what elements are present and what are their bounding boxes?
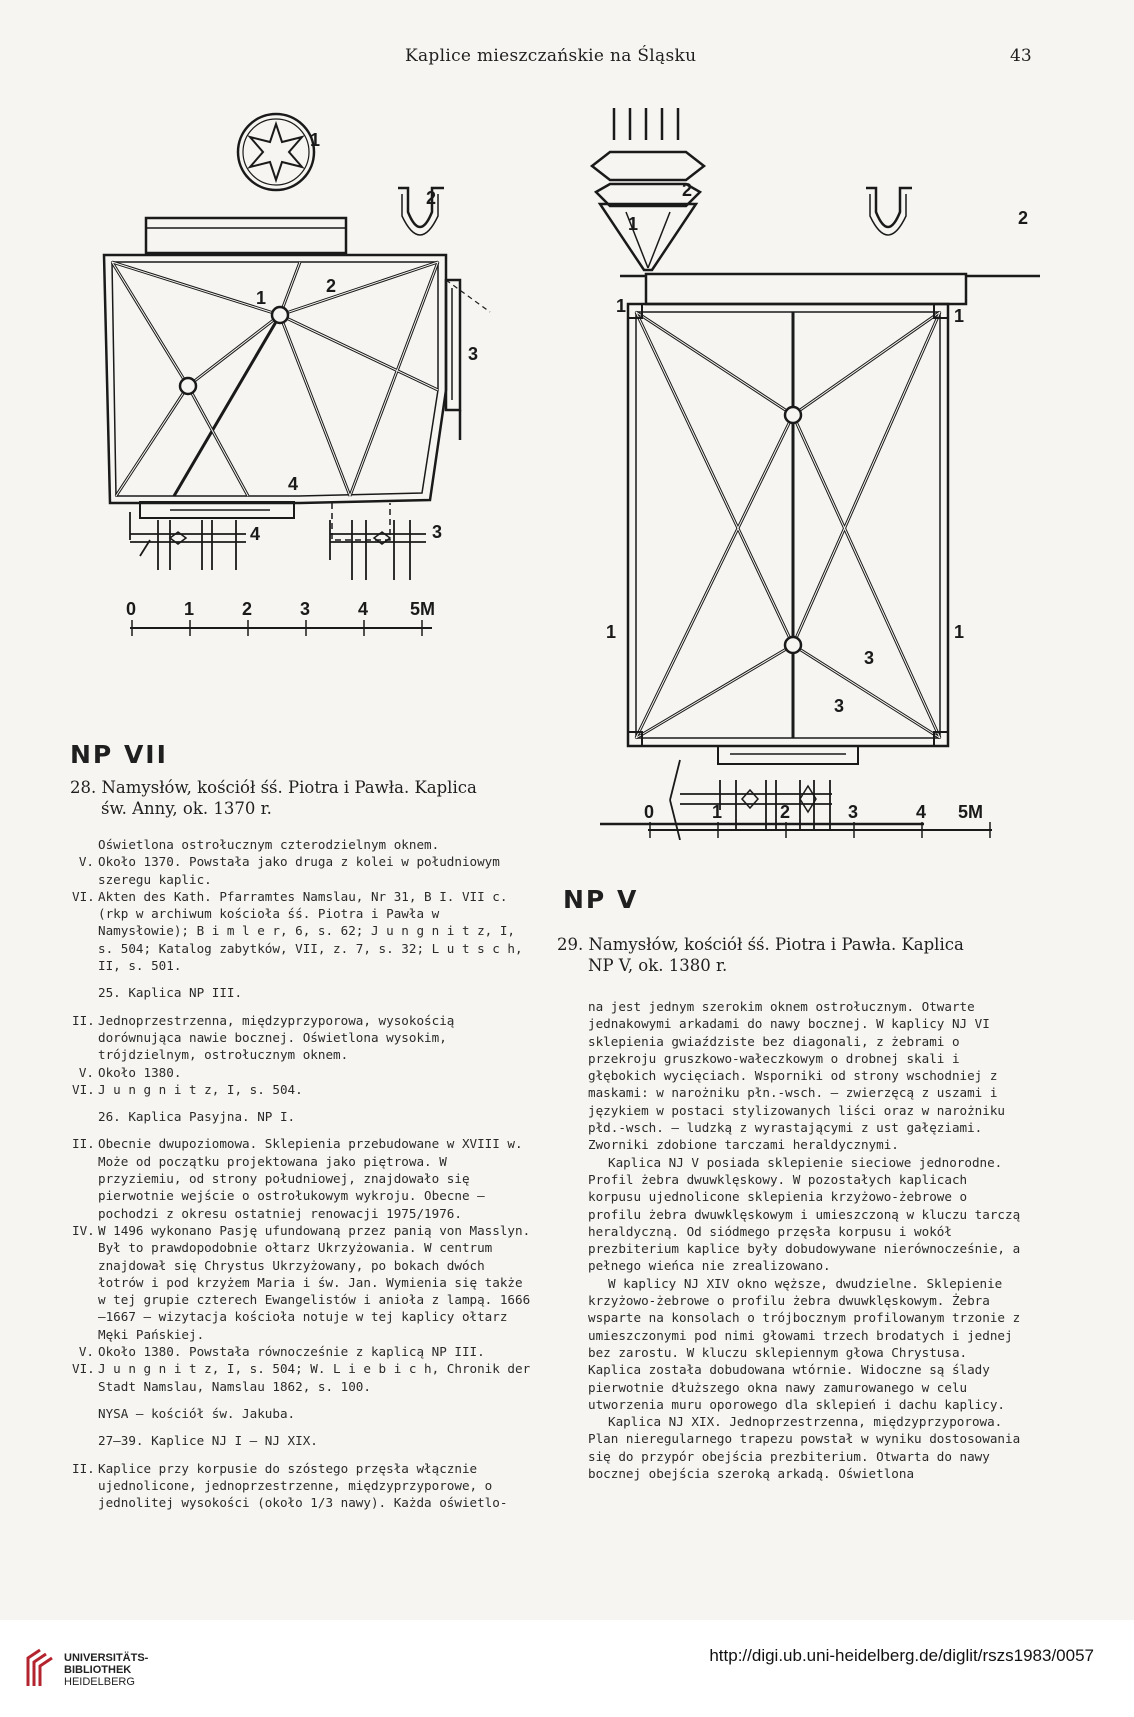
scale-2: 2 — [780, 802, 791, 822]
scale-bar-np-v — [640, 796, 1020, 856]
entry-v: V. Około 1380. Powstała równocześnie z kaplicą NP III. — [78, 1344, 485, 1360]
label-1: 1 — [310, 130, 321, 150]
scale-3: 3 — [848, 802, 859, 822]
label-2b: 2 — [326, 276, 337, 296]
running-header-title: Kaplice mieszczańskie na Śląsku — [405, 46, 697, 66]
caption-line: 29. Namysłów, kościół śś. Piotra i Pawła. Kaplica — [557, 935, 964, 954]
footer-bar — [0, 1620, 1134, 1717]
heading-nysa: NYSA — kościół św. Jakuba. — [98, 1405, 296, 1421]
entry-iv: IV. W 1496 wykonano Pasję ufundowaną przez panią von Masslyn. Był to prawdopodobnie ołtarz Ukrzyżowania. W centrum znajdował się Chrystus Ukrzyżowany, po bokach dwóch łotrów i pod krzyżem Maria i św. Jan. Wymienia się także w tej grupie czterech Ewangelistów i anioła z lampą. 1666—1667 — wizytacja kościoła notuje w tej kaplicy ołtarz Męki Pańskiej. — [72, 1222, 531, 1342]
library-logo-icon — [24, 1646, 58, 1690]
page-number: 43 — [1010, 46, 1032, 66]
plan-tag-np-v: NP V — [563, 885, 639, 914]
label-2b: 2 — [682, 180, 693, 200]
caption-line: św. Anny, ok. 1370 r. — [101, 799, 272, 818]
entry-v: V. Około 1370. Powstała jako druga z kolei w południowym szeregu kaplic. — [78, 854, 500, 887]
floor-plan-np-v — [570, 100, 1050, 840]
label-corner-2: 1 — [954, 306, 965, 326]
caption-figure-29 — [557, 934, 1057, 976]
label-4b: 4 — [250, 524, 261, 544]
scale-0: 0 — [126, 599, 137, 619]
scale-2: 2 — [242, 599, 253, 619]
label-corner-1: 1 — [616, 296, 627, 316]
rosette-star-icon — [238, 114, 314, 190]
entry-ii: II. Obecnie dwupoziomowa. Sklepienia przebudowane w XVIII w. Może od początku projektowana jako piętrowa. W przyziemiu, od strony południowej, znajdowało się pierwotnie wejście o ostrołukowym wykroju. Obecne — pochodzi z okresu ostatniej renowacji 1975/1976. — [72, 1136, 523, 1221]
left-text-column — [72, 836, 534, 1511]
library-name: UNIVERSITÄTS- BIBLIOTHEK HEIDELBERG — [64, 1652, 149, 1688]
label-3b: 3 — [432, 522, 443, 542]
entry-vi: VI. J u n g n i t z, I, s. 504; W. L i e b i c h, Chronik der Stadt Namslau, Namslau 1862, s. 100. — [72, 1361, 531, 1394]
entry-vi: VI. J u n g n i t z, I, s. 504. — [72, 1081, 303, 1097]
entry-ii: II. Jednoprzestrzenna, międzyprzyporowa, wysokością dorównująca nawie bocznej. Oświetlona wysokim, trójdzielnym, ostrołucznym oknem. — [72, 1012, 455, 1063]
label-1: 1 — [628, 214, 639, 234]
entry-v: V. Około 1380. — [78, 1064, 182, 1080]
caption-line: 28. Namysłów, kościół śś. Piotra i Pawła. Kaplica — [70, 778, 477, 797]
scale-1: 1 — [184, 599, 195, 619]
paragraph: na jest jednym szerokim oknem ostrołucznym. Otwarte jednakowymi arkadami do nawy bocznej. W kaplicy NJ VI sklepienia gwiaździste bez diagonali, z żebrami o przekroju gruszkowo-wałeczkowym o drobnej skali i głębokich wycięciach. Wsporniki od strony wschodniej z maskami: w narożniku płn.-wsch. — zwierzęcą z uszami i językiem w postaci stylizowanych liści oraz w narożniku płd.-wsch. — ludzką z wyrastającymi z ust gałęziami. Zworniki zdobione tarczami heraldycznymi. — [588, 999, 1006, 1153]
scale-5m: 5M — [410, 599, 436, 619]
paragraph: Kaplica NJ V posiada sklepienie sieciowe jednorodne. Profil żebra dwuwklęskowy. W pozostałych kaplicach korpusu ujednolicone sklepienia krzyżowo-żebrowe o profilu żebra dwuwklęskowym i umieszczoną w kluczu tarczą heraldyczną. Od siódmego przęsła korpusu i wokół prezbiterium kaplice były dobudowywane nierównocześnie, a pełnego wieńca nie zrealizowano. — [588, 1154, 1021, 1274]
source-url-link[interactable]: http://digi.ub.uni-heidelberg.de/diglit/rszs1983/0057 — [709, 1646, 1094, 1665]
paragraph: Kaplica NJ XIX. Jednoprzestrzenna, międzyprzyporowa. Plan nieregularnego trapezu powstał w wyniku dostosowania się do przypór obejścia prezbiterium. Otwarta do nawy bocznej obejścia szeroką arkadą. Oświetlona — [588, 1414, 1021, 1482]
scale-0: 0 — [644, 802, 655, 822]
heading-27-39: 27—39. Kaplice NJ I — NJ XIX. — [98, 1433, 318, 1449]
heading-25: 25. Kaplica NP III. — [98, 985, 243, 1001]
label-2: 2 — [426, 188, 437, 208]
label-1b: 1 — [256, 288, 267, 308]
entry-vi: VI. Akten des Kath. Pfarramtes Namslau, Nr 31, B I. VII c. (rkp w archiwum kościoła śś. Piotra i Pawła w Namysłowie); B i m l e r, 6, s. 62; J u n g n i t z, I, s. 504; Katalog zabytków, VII, z. 7, s. 32; L u t s c h, II, s. 501. — [72, 888, 523, 974]
caption-figure-28 — [70, 777, 540, 819]
plan-tag-np-vii: NP VII — [70, 740, 168, 769]
right-text-column — [588, 998, 1024, 1482]
label-3b: 3 — [834, 696, 845, 716]
label-corner-3: 1 — [606, 622, 617, 642]
label-3: 3 — [864, 648, 875, 668]
paragraph: Oświetlona ostrołucznym czterodzielnym oknem. — [98, 837, 440, 852]
heading-26: 26. Kaplica Pasyjna. NP I. — [98, 1109, 296, 1125]
entry-ii: II. Kaplice przy korpusie do szóstego przęsła włącznie ujednolicone, jednoprzestrzenne, międzyprzyporowe, o jednolitej wysokości (około 1/3 nawy). Każda oświetlo- — [72, 1460, 508, 1511]
caption-line: NP V, ok. 1380 r. — [588, 956, 728, 975]
scale-4: 4 — [358, 599, 369, 619]
scale-5m: 5M — [958, 802, 984, 822]
scale-1: 1 — [712, 802, 723, 822]
paragraph: W kaplicy NJ XIV okno węższe, dwudzielne. Sklepienie krzyżowo-żebrowe o profilu żebra dwuwklęskowym. Żebra wsparte na konsolach o trójbocznym profilowanym trzonie z umieszczonymi pod nimi głowami trzech brodatych i jednej bez zarostu. W kluczu sklepiennym głowa Chrystusa. Kaplica została dobudowana wtórnie. Widoczne są ślady pierwotnie dłuższego okna nawy zamurowanego w celu utworzenia muru oporowego dla sklepień i dachu kaplicy. — [588, 1275, 1021, 1412]
label-3: 3 — [468, 344, 479, 364]
floor-plan-np-vii — [70, 100, 540, 730]
label-2: 2 — [1018, 208, 1029, 228]
label-corner-4: 1 — [954, 622, 965, 642]
scale-4: 4 — [916, 802, 927, 822]
label-4: 4 — [288, 474, 299, 494]
scale-3: 3 — [300, 599, 311, 619]
